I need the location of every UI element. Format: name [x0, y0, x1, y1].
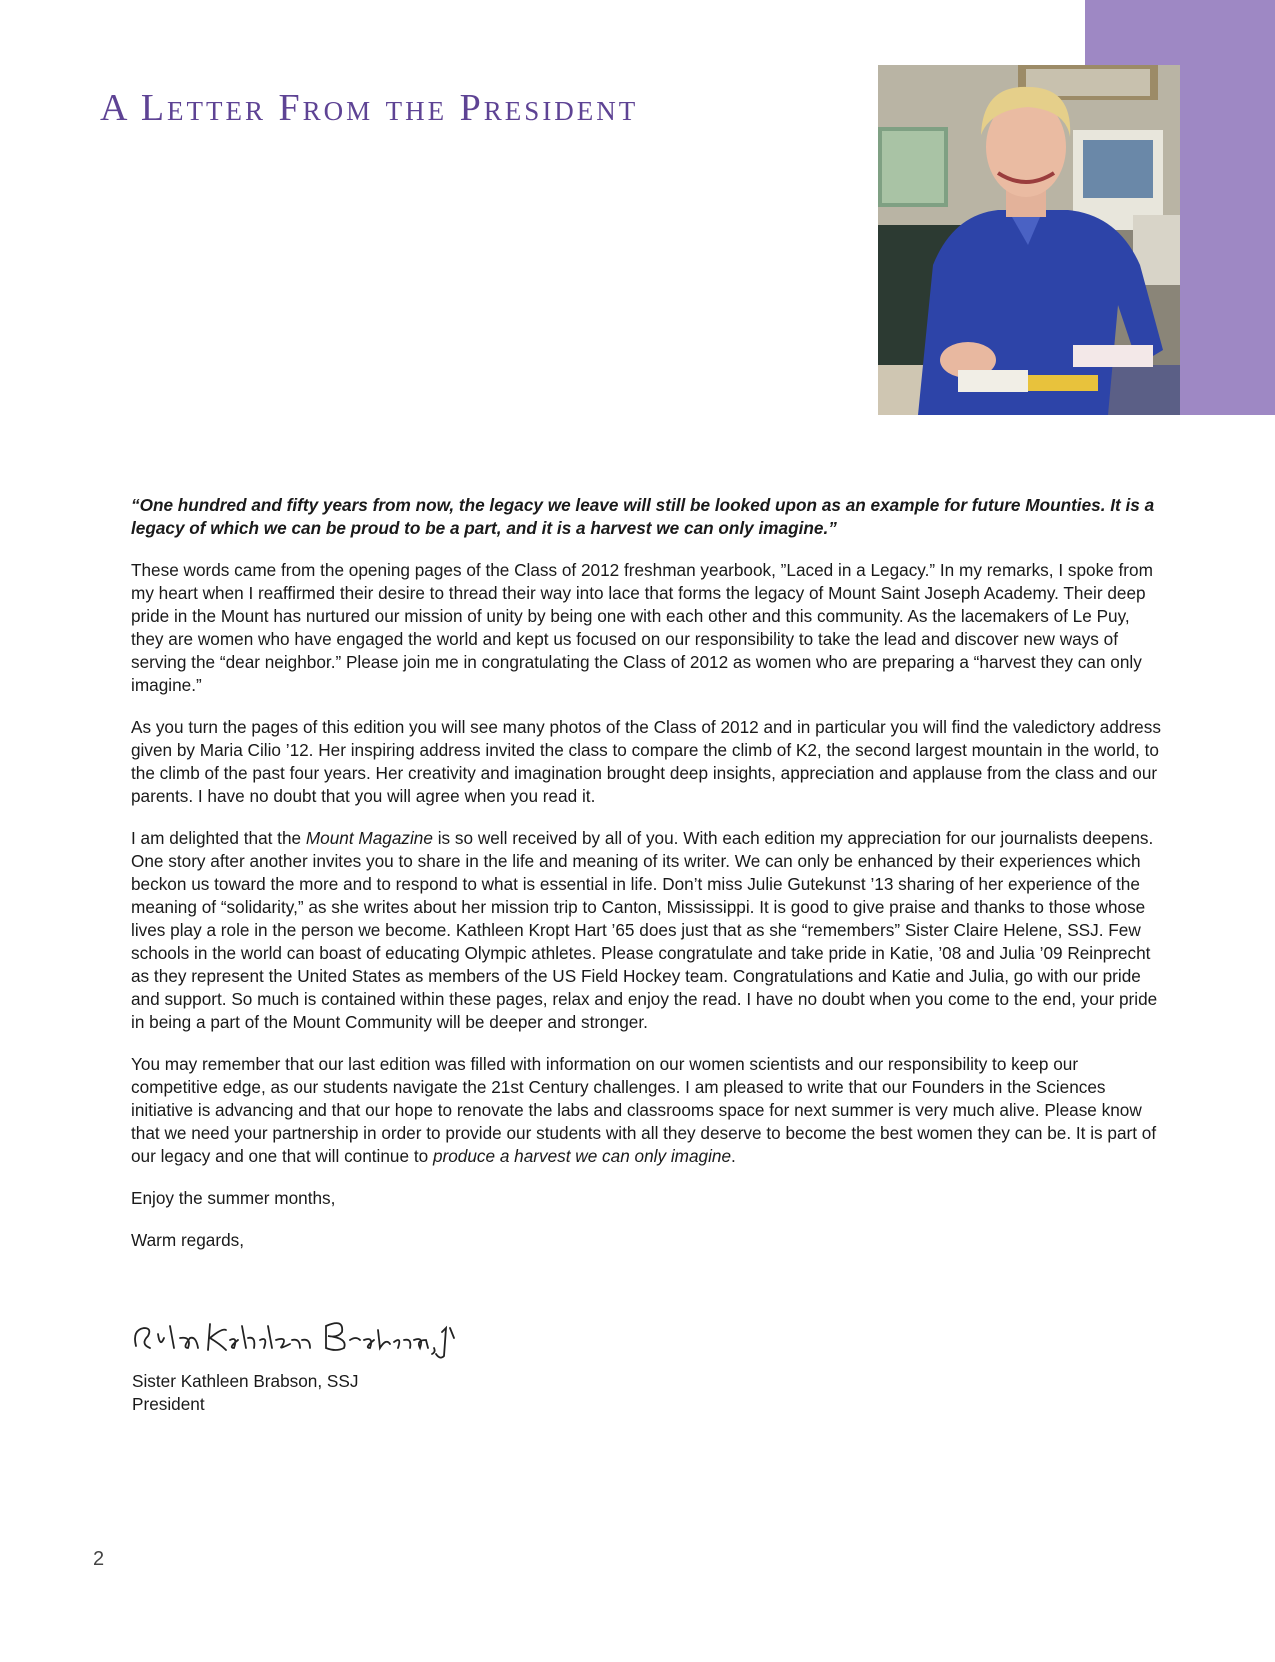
- president-portrait-icon: [878, 65, 1180, 415]
- paragraph-1: These words came from the opening pages of the Class of 2012 freshman yearbook, ”Laced in a Legacy.” In my remarks, I spoke from my heart when I reaffirmed their desire to thread their way into lace that forms the legacy of Mount Saint Joseph Academy. Their deep pride in the Mount has nurtured our mission of unity by being one with each other and this community. As the lacemakers of Le Puy, they are women who have engaged the world and kept us focused on our responsibility to take the lead and discover new ways of serving the “dear neighbor.” Please join me in congratulating the Class of 2012 as women who are preparing a “harvest they can only imagine.”: [131, 560, 1153, 695]
- signer-block: [132, 1370, 358, 1416]
- paragraph-4-start: You may remember that our last edition was filled with information on our women scientists and our responsibility to keep our competitive edge, as our students navigate the 21st Century challenges. I am pleased to write that our Founders in the Sciences initiative is advancing and that our hope to renovate the labs and classrooms space for next summer is very much alive. Please know that we need your partnership in order to provide our students with all they deserve to become the best women they can be. It is part of our legacy and one that will continue to: [131, 1054, 1157, 1166]
- signer-name: Sister Kathleen Brabson, SSJ: [132, 1371, 359, 1391]
- paragraph-4-end: .: [731, 1146, 736, 1166]
- letter-body: [131, 494, 1161, 1271]
- paragraph-3-start: I am delighted that the: [131, 828, 306, 848]
- paragraph-3: [131, 827, 1161, 1034]
- opening-quote: “One hundred and fifty years from now, the legacy we leave will still be looked upon as an example for future Mounties. It is a legacy of which we can be proud to be a part, and it is a harvest we can only imagine.”: [131, 495, 1155, 538]
- page-number: 2: [93, 1548, 105, 1570]
- president-photo: [878, 65, 1180, 415]
- magazine-title: Mount Magazine: [305, 828, 433, 848]
- valediction: Warm regards,: [131, 1230, 245, 1250]
- harvest-phrase: produce a harvest we can only imagine: [432, 1146, 732, 1166]
- page-title: A Letter From the President: [100, 87, 639, 129]
- paragraph-2: As you turn the pages of this edition you will see many photos of the Class of 2012 and in particular you will find the valedictory address given by Maria Cilio ’12. Her inspiring address invited the class to compare the climb of K2, the second largest mountain in the world, to the climb of the past four years. Her creativity and imagination brought deep insights, appreciation and applause from the class and our parents. I have no doubt that you will agree when you read it.: [131, 717, 1161, 806]
- closing-line: Enjoy the summer months,: [131, 1188, 336, 1208]
- handwritten-signature-icon: [130, 1308, 460, 1360]
- signer-role: President: [132, 1394, 205, 1414]
- paragraph-4: [131, 1053, 1161, 1168]
- paragraph-3-rest: is so well received by all of you. With each edition my appreciation for our journalists deepens. One story after another invites you to share in the life and meaning of its writer. We can only be enhanced by their experiences which beckon us toward the more and to respond to what is essential in life. Don’t miss Julie Gutekunst ’13 sharing of her experience of the meaning of “solidarity,” as she writes about her mission trip to Canton, Mississippi. It is good to give praise and thanks to those whose lives play a role in the person we become. Kathleen Kropt Hart ’65 does just that as she “remembers” Sister Claire Helene, SSJ. Few schools in the world can boast of educating Olympic athletes. Please congratulate and take pride in Katie, ’08 and Julia ’09 Reinprecht as they represent the United States as members of the US Field Hockey team. Congratulations and Katie and Julia, go with our pride and support. So much is contained within these pages, relax and enjoy the read. I have no doubt when you come to the end, your pride in being a part of the Mount Community will be deeper and stronger.: [131, 828, 1158, 1032]
